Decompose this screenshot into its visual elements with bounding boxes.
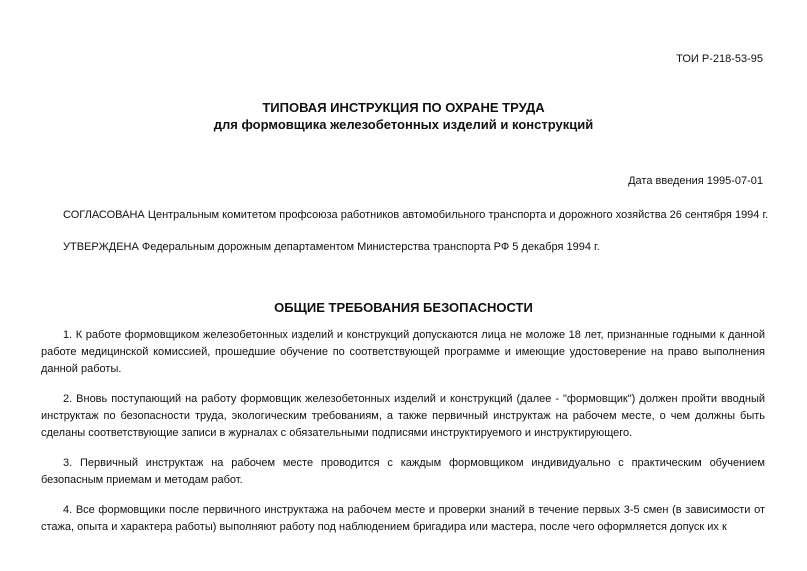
paragraph-2: 2. Вновь поступающий на работу формовщик железобетонных изделий и конструкций (далее - "формовщик") должен пройти вводный инструктаж по безопасности труда, экологическим требованиям, а также первичный инструктаж на рабочем месте, о чем должны быть сделаны соответствующие записи в журналах с обязательными подписями инструктируемого и инструктирующего. xyxy=(41,393,765,439)
section-heading: ОБЩИЕ ТРЕБОВАНИЯ БЕЗОПАСНОСТИ xyxy=(274,300,533,315)
approved-statement: УТВЕРЖДЕНА Федеральным дорожным департаментом Министерства транспорта РФ 5 декабря 1994 г. xyxy=(63,241,600,253)
title-line-2: для формовщика железобетонных изделий и конструкций xyxy=(213,117,594,132)
introduction-date: Дата введения 1995-07-01 xyxy=(628,175,763,187)
title-line-1: ТИПОВАЯ ИНСТРУКЦИЯ ПО ОХРАНЕ ТРУДА xyxy=(262,100,545,115)
paragraph-3: 3. Первичный инструктаж на рабочем месте проводится с каждым формовщиком индивидуально с практическим обучением безопасным приемам и методам работ. xyxy=(41,457,765,486)
agreed-statement: СОГЛАСОВАНА Центральным комитетом профсоюза работников автомобильного транспорта и дорожного хозяйства 26 сентября 1994 г. xyxy=(63,209,769,221)
paragraph-4: 4. Все формовщики после первичного инструктажа на рабочем месте и проверки знаний в течение первых 3-5 смен (в зависимости от стажа, опыта и характера работы) выполняют работу под наблюдением бригадира или мастера, после чего оформляется допуск их к xyxy=(41,504,765,533)
document-title xyxy=(0,99,807,133)
paragraph-list xyxy=(41,327,765,549)
paragraph-1: 1. К работе формовщиком железобетонных изделий и конструкций допускаются лица не моложе 18 лет, признанные годными к данной работе медицинской комиссией, прошедшие обучение по соответствующей программе и имеющие удостоверение на право выполнения данной работы. xyxy=(41,329,765,375)
document-code: ТОИ Р-218-53-95 xyxy=(676,53,763,65)
